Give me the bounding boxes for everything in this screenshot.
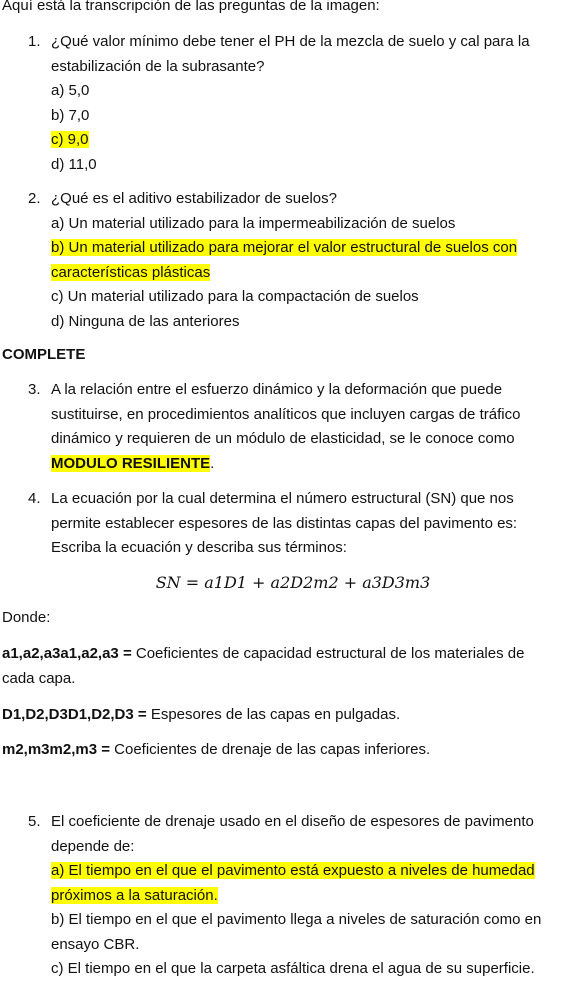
term-description: Coeficientes de drenaje de las capas inferiores. <box>109 741 431 758</box>
question-number: 4. <box>28 490 41 507</box>
question-body <box>51 810 583 982</box>
term-definition <box>2 738 584 763</box>
answer-suffix: . <box>210 454 215 472</box>
question-text-line: sustituirse, en procedimientos analíticos que incluyen cargas de tráfico <box>51 405 521 423</box>
term-symbol: D1,D2,D3D1,D2,D3 = <box>2 706 147 723</box>
answer-highlighted: MODULO RESILIENTE <box>51 454 211 472</box>
question-text-line: permite establecer espesores de las distintas capas del pavimento es: <box>51 514 518 532</box>
question-text-line: Escriba la ecuación y describa sus términos: <box>51 539 347 556</box>
question-body <box>51 187 583 334</box>
option-b: ensayo CBR. <box>51 935 140 953</box>
option-b-highlighted: características plásticas <box>51 263 211 281</box>
term-symbol: m2,m3m2,m3 = <box>2 741 110 758</box>
option-a: a) Un material utilizado para la impermeabilización de suelos <box>51 214 456 232</box>
question-body <box>51 378 583 476</box>
question-text-line: A la relación entre el esfuerzo dinámico y la deformación que puede <box>51 381 503 398</box>
term-description: cada capa. <box>2 669 76 687</box>
term-description: Espesores de las capas en pulgadas. <box>146 706 401 723</box>
question-number: 3. <box>28 381 41 398</box>
option-a-highlighted: a) El tiempo en el que el pavimento está expuesto a niveles de humedad <box>51 862 535 879</box>
option-c: c) El tiempo en el que la carpeta asfáltica drena el agua de su superficie. <box>51 960 535 977</box>
option-d: d) Ninguna de las anteriores <box>51 312 240 330</box>
term-symbol: a1,a2,a3a1,a2,a3 = <box>2 645 132 662</box>
donde-label: Donde: <box>2 609 51 626</box>
option-c: c) Un material utilizado para la compactación de suelos <box>51 288 419 305</box>
term-description: Coeficientes de capacidad estructural de los materiales de <box>131 645 525 662</box>
option-b: b) 7,0 <box>51 106 90 124</box>
sn-equation: SN = a1D1 + a2D2m2 + a3D3m3 <box>155 573 431 592</box>
question-text-line: El coeficiente de drenaje usado en el diseño de espesores de pavimento <box>51 813 534 830</box>
question-number: 5. <box>28 813 41 830</box>
question-text-line: La ecuación por la cual determina el número estructural (SN) que nos <box>51 490 514 507</box>
question-number: 1. <box>28 33 41 50</box>
question-text-line: dinámico y requieren de un módulo de elasticidad, se le conoce como <box>51 430 515 447</box>
option-a: a) 5,0 <box>51 82 90 99</box>
option-b: b) El tiempo en el que el pavimento llega a niveles de saturación como en <box>51 911 542 928</box>
question-number: 2. <box>28 190 41 207</box>
term-definition <box>2 703 584 728</box>
question-text-line: ¿Qué es el aditivo estabilizador de suelos? <box>51 190 337 207</box>
option-d: d) 11,0 <box>51 155 97 173</box>
option-b-highlighted: b) Un material utilizado para mejorar el valor estructural de suelos con <box>51 239 518 256</box>
question-body <box>51 487 583 561</box>
question-text-line: estabilización de la subrasante? <box>51 57 265 75</box>
question-body <box>51 30 583 177</box>
term-definition <box>2 642 584 691</box>
question-text-line: depende de: <box>51 837 135 855</box>
option-c-highlighted: c) 9,0 <box>51 131 89 148</box>
question-text-line: ¿Qué valor mínimo debe tener el PH de la mezcla de suelo y cal para la <box>51 33 530 50</box>
section-heading: COMPLETE <box>2 346 86 363</box>
option-a-highlighted: próximos a la saturación. <box>51 886 218 904</box>
intro-text: Aquí está la transcripción de las preguntas de la imagen: <box>2 0 380 14</box>
